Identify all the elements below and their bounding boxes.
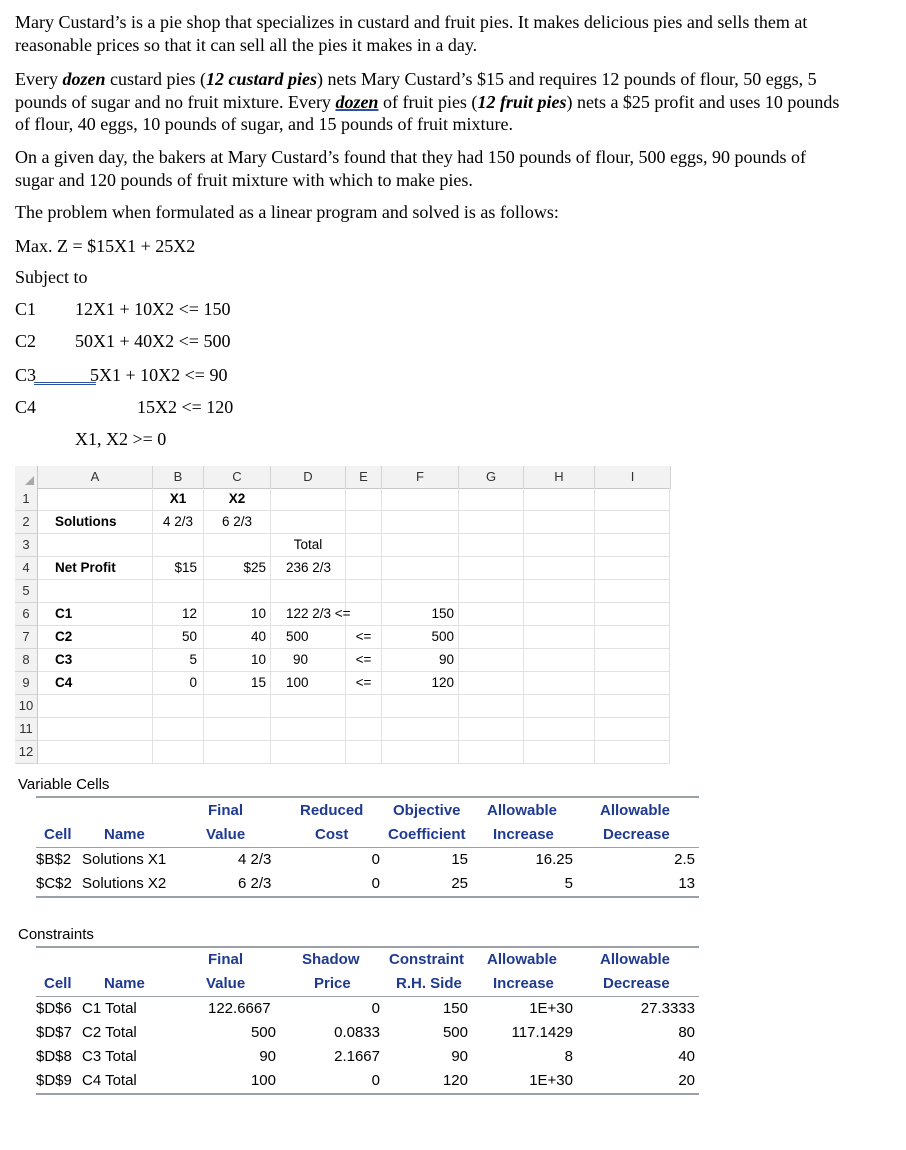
vc-header-allow-dec: Allowable [600,802,671,819]
column-header-b[interactable]: B [153,466,204,489]
row-header-3[interactable]: 3 [15,534,38,557]
vc-dec: 2.5 [674,851,695,868]
cr-cell: $D$7 [36,1024,72,1041]
vc-name: Solutions X2 [82,875,167,892]
constraint-label: C4 [15,397,37,417]
vc-header-value: Value [206,826,246,843]
cr-inc: 117.1429 [511,1024,573,1041]
vc-header-objective: Objective [393,802,461,819]
cell-c9[interactable]: 15 [250,675,266,690]
row-header-12[interactable]: 12 [15,741,38,764]
cell-d3[interactable]: Total [293,537,323,552]
text-run: of fruit pies ( [378,91,478,112]
text-run: Every [15,69,63,89]
cell-b9[interactable]: 0 [189,675,197,690]
cell-c8[interactable]: 10 [250,652,266,667]
cr-cell: $D$6 [36,1000,72,1017]
cr-header-allow-inc: Allowable [487,951,558,968]
select-all-corner[interactable] [15,466,38,489]
cr-rhs: 120 [442,1072,468,1089]
cr-header-name: Name [104,975,145,992]
cell-c4[interactable]: $25 [243,560,266,575]
vc-dec: 13 [678,875,695,892]
constraint-label: C1 [15,299,37,319]
vc-inc: 5 [564,875,573,892]
cr-final: 122.6667 [208,1000,271,1017]
cell-e7[interactable]: <= [355,629,372,644]
cell-a7[interactable]: C2 [55,629,73,644]
cr-name: C1 Total [82,1000,137,1017]
cr-inc: 1E+30 [529,1072,573,1089]
vc-header-coefficient: Coefficient [388,826,466,843]
vc-header-cell: Cell [44,826,72,843]
cell-b8[interactable]: 5 [189,652,197,667]
cr-top-rule [36,946,699,948]
cr-shadow: 0.0833 [334,1024,380,1041]
vc-final: 6 2/3 [238,875,272,892]
cell-d7[interactable]: 500 [286,629,309,644]
cr-name: C3 Total [82,1048,137,1065]
vc-top-rule [36,796,699,798]
text-run: ) nets a $25 profit and uses 10 pounds of flour, 40 eggs, 10 pounds of sugar, and 15 pounds of fruit mixture. [15,91,840,134]
vc-reduced: 0 [371,851,380,868]
row-header-10[interactable]: 10 [15,695,38,718]
cr-header-increase: Increase [493,975,554,992]
column-header-f[interactable]: F [382,466,459,489]
cr-name: C4 Total [82,1072,137,1089]
variable-cells-title: Variable Cells [18,776,110,793]
cell-f8[interactable]: 90 [438,652,454,667]
vc-coef: 15 [451,851,468,868]
cell-c1[interactable]: X2 [228,491,246,506]
constraint-label: C3 [15,365,37,385]
cell-f7[interactable]: 500 [431,629,454,644]
cr-header-allow-dec: Allowable [600,951,671,968]
row-header-6[interactable]: 6 [15,603,38,626]
row-header-2[interactable]: 2 [15,511,38,534]
formulation-intro: The problem when formulated as a linear program and solved is as follows: [15,202,559,222]
vc-header-name: Name [104,826,145,843]
cr-dec: 27.3333 [640,1000,695,1017]
column-header-e[interactable]: E [346,466,382,489]
constraint-label: C2 [15,331,37,351]
cr-final: 500 [250,1024,276,1041]
vc-cell: $C$2 [36,875,72,892]
cr-dec: 20 [678,1072,695,1089]
vc-header-final: Final [208,802,244,819]
cr-inc: 1E+30 [529,1000,573,1017]
cr-dec: 80 [678,1024,695,1041]
row-header-9[interactable]: 9 [15,672,38,695]
column-header-g[interactable]: G [459,466,524,489]
vc-inc: 16.25 [535,851,573,868]
row-header-7[interactable]: 7 [15,626,38,649]
constraints-title: Constraints [18,926,94,943]
text-run: custard pies ( [105,69,206,89]
cell-a9[interactable]: C4 [55,675,73,690]
cell-a4[interactable]: Net Profit [55,560,116,575]
vc-coef: 25 [451,875,468,892]
objective-function: Max. Z = $15X1 + 25X2 [15,236,196,256]
cr-header-decrease: Decrease [603,975,670,992]
cr-header-constraint: Constraint [389,951,464,968]
cr-shadow: 0 [371,1072,380,1089]
cr-final: 90 [259,1048,276,1065]
cell-d4[interactable]: 236 2/3 [286,560,332,575]
pie-details-paragraph [15,68,845,136]
vc-header-increase: Increase [493,826,554,843]
cr-cell: $D$9 [36,1072,72,1089]
vc-header-reduced: Reduced [300,802,364,819]
emphasis-fruit: 12 fruit pies [477,91,567,112]
cell-d6[interactable]: 122 2/3 <= [286,606,351,621]
constraint-expression: 5X1 + 10X2 <= 90 [90,365,228,385]
cell-c6[interactable]: 10 [250,606,266,621]
cr-inc: 8 [564,1048,573,1065]
cr-cell: $D$8 [36,1048,72,1065]
vc-header-cost: Cost [315,826,349,843]
cell-d9[interactable]: 100 [286,675,309,690]
cr-final: 100 [250,1072,276,1089]
column-header-i[interactable]: I [595,466,671,489]
cr-name: C2 Total [82,1024,137,1041]
cell-b7[interactable]: 50 [181,629,197,644]
cell-c2[interactable]: 6 2/3 [221,514,253,529]
row-header-5[interactable]: 5 [15,580,38,603]
row-header-1[interactable]: 1 [15,488,38,511]
subject-to-label: Subject to [15,267,88,287]
cr-shadow: 2.1667 [334,1048,380,1065]
vc-bottom-rule [36,896,699,898]
cell-b2[interactable]: 4 2/3 [162,514,194,529]
cr-rhs: 90 [451,1048,468,1065]
cell-f9[interactable]: 120 [431,675,454,690]
column-header-h[interactable]: H [524,466,595,489]
emphasis-custard: 12 custard pies [205,69,317,89]
vc-header-rule [36,847,699,848]
cell-e8[interactable]: <= [355,652,372,667]
cr-dec: 40 [678,1048,695,1065]
vc-header-allow-inc: Allowable [487,802,558,819]
cell-b1[interactable]: X1 [169,491,187,506]
constraint-expression: 15X2 <= 120 [137,397,234,417]
vc-header-decrease: Decrease [603,826,670,843]
cr-header-price: Price [314,975,351,992]
vc-final: 4 2/3 [238,851,272,868]
cell-f6[interactable]: 150 [431,606,454,621]
cell-d8[interactable]: 90 [293,652,309,667]
resources-paragraph: On a given day, the bakers at Mary Custard’s found that they had 150 pounds of flour, 500 eggs, 90 pounds of sugar and 120 pounds of fruit mixture with which to make pies. [15,147,806,190]
cr-bottom-rule [36,1093,699,1095]
cr-rhs: 500 [442,1024,468,1041]
cr-rhs: 150 [442,1000,468,1017]
blue-double-underline [34,382,96,385]
cell-c7[interactable]: 40 [250,629,266,644]
cr-header-final: Final [208,951,244,968]
cr-header-value: Value [206,975,246,992]
cell-b4[interactable]: $15 [174,560,197,575]
column-header-a[interactable]: A [38,466,153,489]
vc-name: Solutions X1 [82,851,167,868]
emphasis-dozen: dozen [62,69,106,89]
cr-header-cell: Cell [44,975,72,992]
text-run: ) nets Mary Custard’s $15 and requires 12 pounds of flour, 50 eggs, 5 pounds of sugar and no fruit mixture. Every [15,69,817,112]
nonnegativity-constraint: X1, X2 >= 0 [75,429,167,449]
column-header-c[interactable]: C [204,466,271,489]
spreadsheet [15,466,670,766]
constraint-expression: 50X1 + 40X2 <= 500 [75,331,231,351]
cell-a2[interactable]: Solutions [55,514,117,529]
row-header-4[interactable]: 4 [15,557,38,580]
column-header-d[interactable]: D [271,466,346,489]
cr-shadow: 0 [371,1000,380,1017]
cr-header-rule [36,996,699,997]
cr-header-shadow: Shadow [302,951,360,968]
intro-paragraph: Mary Custard’s is a pie shop that specializes in custard and fruit pies. It makes delicious pies and sells them at reasonable prices so that it can sell all the pies it makes in a day. [15,12,808,55]
vc-cell: $B$2 [36,851,72,868]
cr-header-rhside: R.H. Side [396,975,462,992]
cell-a6[interactable]: C1 [55,606,73,621]
cell-e9[interactable]: <= [355,675,372,690]
cell-a8[interactable]: C3 [55,652,73,667]
constraint-expression: 12X1 + 10X2 <= 150 [75,299,231,319]
cell-b6[interactable]: 12 [181,606,197,621]
emphasis-dozen-underlined: dozen [335,91,379,112]
row-header-11[interactable]: 11 [15,718,38,741]
row-header-8[interactable]: 8 [15,649,38,672]
vc-reduced: 0 [371,875,380,892]
